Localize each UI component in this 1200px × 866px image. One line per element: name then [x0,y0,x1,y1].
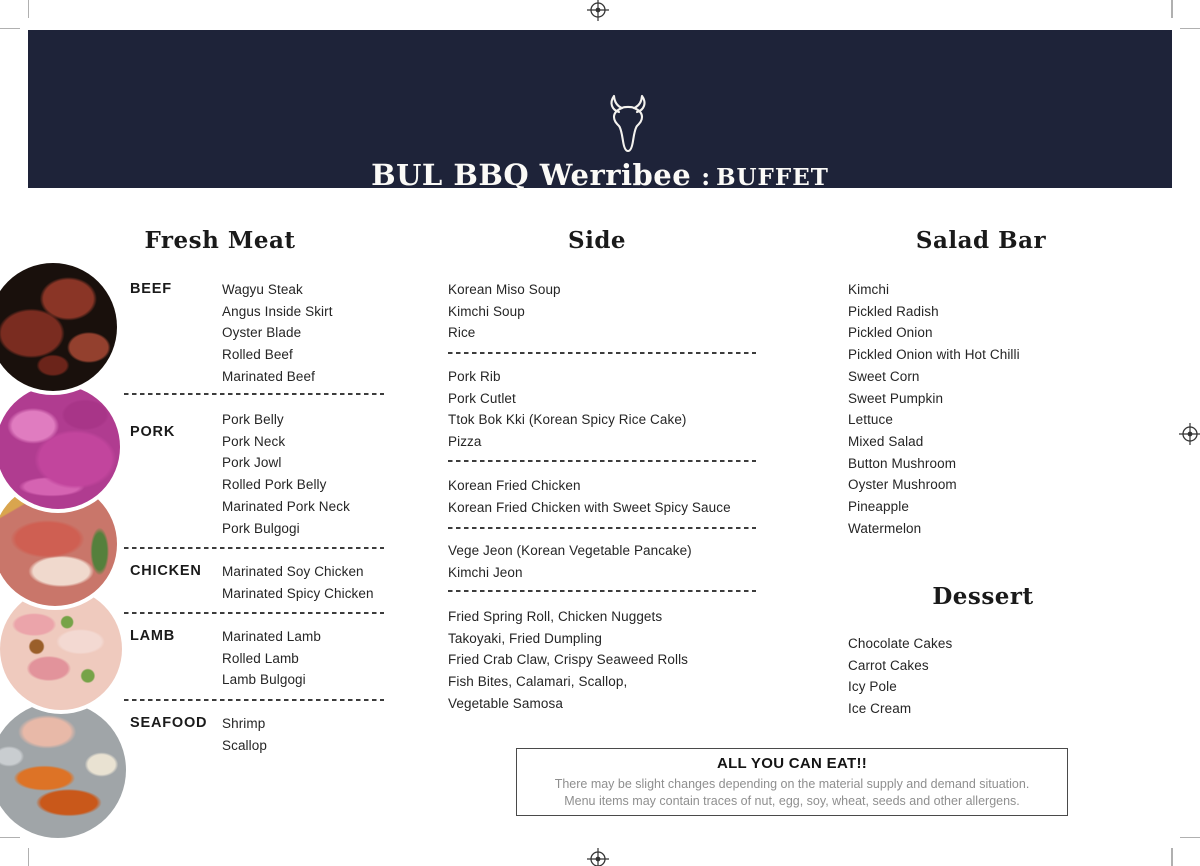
menu-item: Vege Jeon (Korean Vegetable Pancake) [448,543,692,558]
dessert-heading: Dessert [932,583,1034,610]
menu-item: Pork Belly [222,412,284,427]
crop-mark [28,848,30,866]
divider [448,352,756,354]
menu-item: Fried Crab Claw, Crispy Seaweed Rolls [448,652,689,668]
category-label-pork: PORK [130,424,176,440]
menu-item: Pickled Radish [848,303,939,319]
chicken-items [222,561,374,604]
menu-item: Carrot Cakes [848,657,929,673]
menu-item: Button Mushroom [848,455,957,471]
menu-item: Oyster Blade [222,325,302,341]
menu-item: Pork Neck [222,433,286,449]
salad-bar-heading: Salad Bar [915,227,1047,254]
menu-item: Oyster Mushroom [848,477,957,493]
menu-item: Kimchi Jeon [448,564,523,580]
crop-mark [28,0,30,18]
menu-item: Marinated Pork Neck [222,498,350,514]
divider [124,393,384,395]
menu-item: Wagyu Steak [222,282,303,297]
menu-item: Scallop [222,737,267,753]
menu-item: Kimchi Soup [448,303,525,319]
menu-item: Sweet Pumpkin [848,390,944,406]
divider [124,612,384,614]
title-separator: : [701,162,711,191]
menu-item: Rolled Lamb [222,650,299,666]
menu-item: Marinated Lamb [222,629,321,644]
category-label-lamb: LAMB [130,628,176,644]
side-group-soups [448,279,561,344]
side-group-mains [448,366,687,453]
crop-mark [1180,837,1200,839]
menu-item: Marinated Soy Chicken [222,564,364,579]
menu-item: Mixed Salad [848,433,924,449]
menu-item: Ice Cream [848,701,912,717]
menu-item: Fried Spring Roll, Chicken Nuggets [448,609,663,624]
menu-item: Lamb Bulgogi [222,672,306,688]
pork-items [222,409,350,539]
menu-item: Pizza [448,434,482,450]
menu-item: Takoyaki, Fried Dumpling [448,630,602,646]
menu-item: Rolled Beef [222,347,293,363]
beef-photo [0,263,117,391]
restaurant-title [28,158,1172,192]
category-label-beef: BEEF [130,281,172,297]
divider [448,460,756,462]
side-group-fried-snacks [448,606,688,715]
menu-item: Watermelon [848,520,922,536]
divider [448,527,756,529]
menu-item: Pork Jowl [222,455,282,471]
registration-mark-icon [587,848,609,866]
menu-item: Marinated Beef [222,368,315,384]
divider [124,547,384,549]
footer-disclaimer-1: There may be slight changes depending on the material supply and demand situation. [554,777,1030,791]
footer-title: ALL YOU CAN EAT!! [716,755,868,772]
category-label-seafood: SEAFOOD [130,715,208,731]
divider [124,699,384,701]
fresh-meat-heading: Fresh Meat [144,227,296,254]
menu-item: Lettuce [848,412,893,428]
menu-item: Pork Rib [448,369,501,384]
menu-item: Pork Cutlet [448,390,516,406]
registration-mark-icon [1179,423,1200,445]
menu-item: Rice [448,325,476,341]
side-heading: Side [567,227,627,254]
beef-items [222,279,333,388]
category-label-chicken: CHICKEN [130,563,202,579]
dessert-items [848,633,952,720]
pork-photo [0,385,120,509]
crop-mark [1171,0,1173,18]
menu-type: BUFFET [716,164,829,191]
menu-item: Chocolate Cakes [848,636,953,651]
menu-item: Icy Pole [848,679,897,695]
divider [448,590,756,592]
menu-item: Angus Inside Skirt [222,303,333,319]
menu-item: Marinated Spicy Chicken [222,585,374,601]
registration-mark-icon [587,0,609,21]
menu-item: Pickled Onion with Hot Chilli [848,347,1020,363]
bull-icon [606,93,650,155]
menu-item: Korean Miso Soup [448,282,561,297]
menu-item: Shrimp [222,716,266,731]
header-banner [28,30,1172,192]
menu-item: Pork Bulgogi [222,520,300,536]
crop-mark [1171,848,1173,866]
menu-item: Ttok Bok Kki (Korean Spicy Rice Cake) [448,412,687,428]
menu-item: Pineapple [848,499,909,515]
shrimp-photo [0,702,126,838]
lamb-items [222,626,321,691]
menu-item: Vegetable Samosa [448,695,563,711]
side-group-fried-chicken [448,475,731,518]
crop-mark [0,28,20,30]
side-group-jeon [448,540,692,583]
salad-bar-items [848,279,1020,539]
menu-item: Korean Fried Chicken with Sweet Spicy Sauce [448,499,731,515]
lamb-rolls-photo [0,588,122,710]
footer-disclaimer-2: Menu items may contain traces of nut, egg, soy, wheat, seeds and other allergens. [564,793,1020,808]
menu-item: Sweet Corn [848,368,920,384]
brand-name: BUL BBQ Werribee [371,158,692,192]
menu-item: Fish Bites, Calamari, Scallop, [448,674,628,690]
menu-item: Korean Fried Chicken [448,478,581,493]
all-you-can-eat-box [516,748,1068,816]
crop-mark [0,837,20,839]
crop-mark [1180,28,1200,30]
seafood-items [222,713,267,756]
menu-item: Kimchi [848,282,890,297]
menu-item: Rolled Pork Belly [222,477,327,493]
menu-item: Pickled Onion [848,325,933,341]
